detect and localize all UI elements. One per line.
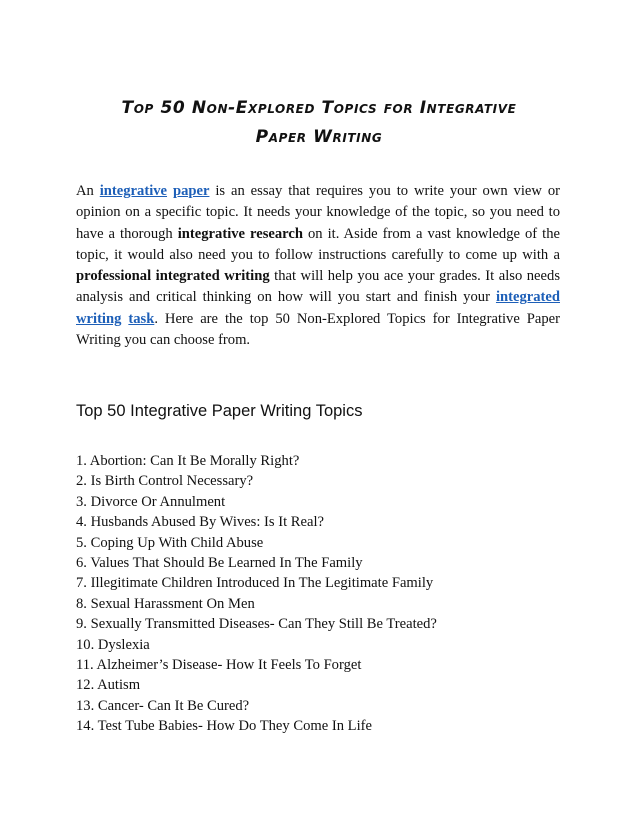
- link-writing[interactable]: writing: [76, 310, 122, 327]
- list-item: 6. Values That Should Be Learned In The Family: [76, 555, 363, 572]
- bold-integrative-research: integrative research: [177, 225, 303, 242]
- topics-heading: Top 50 Integrative Paper Writing Topics: [76, 402, 363, 420]
- list-item: 8. Sexual Harassment On Men: [76, 595, 255, 612]
- intro-text: An: [76, 183, 100, 199]
- list-item: 12. Autism: [76, 677, 141, 694]
- document-title: [60, 94, 578, 152]
- intro-text: that will help you ace your grades. It also needs analysis and critical thinking on how will you start and finish your: [76, 268, 560, 306]
- link-integrative[interactable]: integrative: [99, 183, 168, 199]
- list-item: 2. Is Birth Control Necessary?: [76, 473, 254, 490]
- title-line-1: Top 50 Non-Explored Topics for Integrative: [121, 98, 517, 118]
- list-item: 4. Husbands Abused By Wives: Is It Real?: [76, 514, 325, 531]
- list-item: 5. Coping Up With Child Abuse: [76, 534, 264, 551]
- link-integrated[interactable]: integrated: [495, 289, 560, 306]
- link-paper[interactable]: paper: [172, 183, 210, 199]
- list-item: 3. Divorce Or Annulment: [76, 493, 226, 510]
- intro-text: is an essay that requires you to write your own view or opinion on a specific topic. It needs your knowledge of the topic, so you need to have a thorough: [76, 183, 560, 242]
- bold-professional-integrated-writing: professional integrated writing: [76, 268, 270, 285]
- list-item: 11. Alzheimer’s Disease- How It Feels To Forget: [76, 657, 362, 674]
- list-item: 1. Abortion: Can It Be Morally Right?: [76, 453, 300, 469]
- list-item: 7. Illegitimate Children Introduced In The Legitimate Family: [76, 575, 434, 592]
- intro-text: on it. Aside from a vast knowledge of the topic, it would also need you to follow instructions carefully to come up with a: [76, 225, 560, 263]
- list-item: 13. Cancer- Can It Be Cured?: [76, 697, 250, 714]
- title-line-2: Paper Writing: [255, 127, 383, 147]
- list-item: 14. Test Tube Babies- How Do They Come In Life: [76, 718, 372, 735]
- list-item: 9. Sexually Transmitted Diseases- Can They Still Be Treated?: [76, 616, 437, 633]
- link-task[interactable]: task: [128, 310, 155, 327]
- topic-list: [76, 451, 576, 737]
- intro-text: . Here are the top 50 Non-Explored Topics for Integrative Paper Writing you can choose from.: [76, 310, 560, 349]
- list-item: 10. Dyslexia: [76, 636, 150, 653]
- intro-paragraph: [76, 181, 560, 351]
